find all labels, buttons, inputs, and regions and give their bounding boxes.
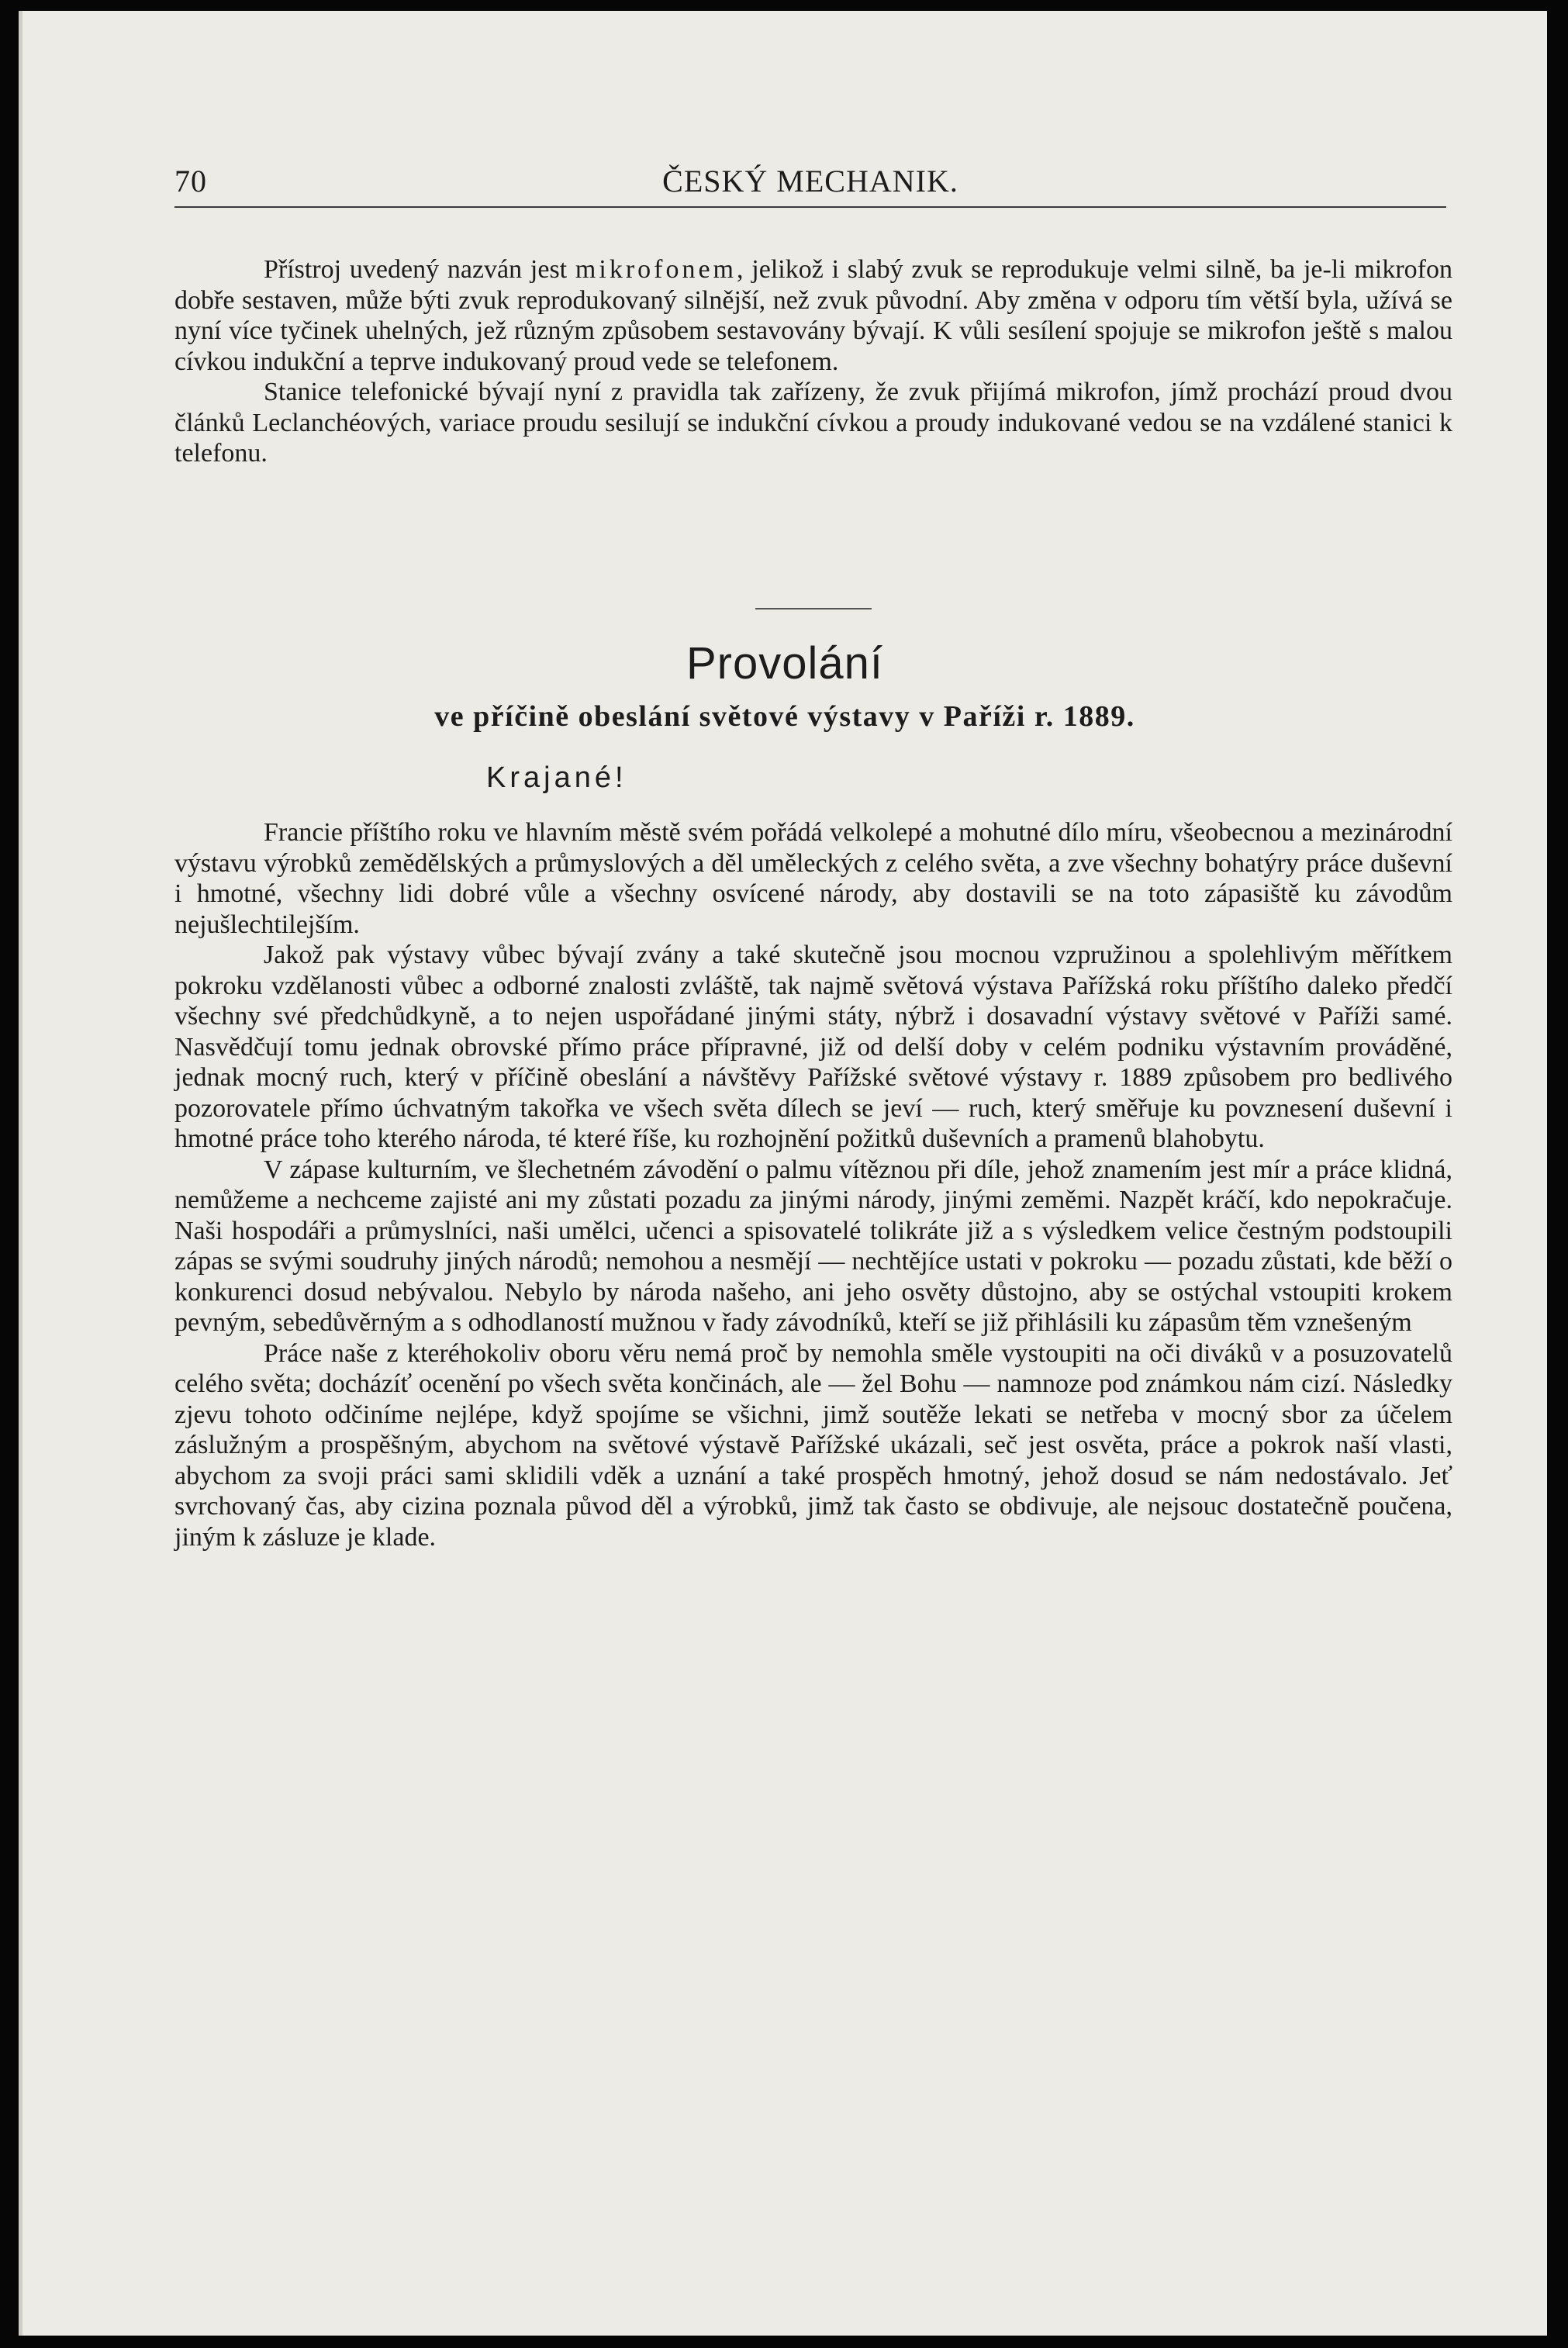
page-header [174,163,1446,206]
proclamation-title: Provolání [686,638,884,689]
proclamation-subtitle: ve příčině obeslání světové výstavy v Paříži r. 1889. [434,700,1135,733]
header-rule [174,206,1446,208]
page-number: 70 [174,164,207,199]
proclamation-paragraph: Jakož pak výstavy vůbec bývají zvány a také skutečně jsou mocnou vzpružinou a spolehlivým měřítkem pokroku vzdělanosti vůbec a odborné znalosti zvláště, tak najmě světová výstava Pařížská roku příštího daleko předčí všechny své předchůdkyně, a to nejen uspořádané jinými státy, nýbrž i dosavadní výstavy světové v Paříži samé. Nasvědčují tomu jednak obrovské přímo práce přípravné, již od delší doby v celém podniku výstavním prováděné, jednak mocný ruch, který v příčině obeslání a návštěvy Pařížské světové výstavy r. 1889 způsobem pro bedlivého pozorovatele přímo úchvatným takořka ve všech světa dílech se jeví — ruch, který směřuje ku povznesení duševní i hmotné práce toho kterého národa, té které říše, ku rozhojnění požitků duševních a pramenů blahobytu. [174,941,1452,1153]
microphone-intro-after: , jelikož i slabý zvuk se reprodukuje velmi silně, ba je-li mikrofon dobře sestaven, může býti zvuk reprodukovaný silnější, než zvuk původní. Aby změna v odporu tím větší byla, užívá se nyní více tyčinek uhelných, jež různým způsobem sestavovány bývají. K vůli sesílení spojuje se mikrofon ještě s malou cívkou indukční a teprve indukovaný proud vede se telefonem. [174,255,1453,376]
proclamation-greeting: Krajané! [486,761,627,794]
proclamation-paragraph: Francie příštího roku ve hlavním městě svém pořádá velkolepé a mohutné dílo míru, všeobecnou a mezinárodní výstavu výrobků zemědělských a průmyslových a děl uměleckých z celého světa, a zve všechny bohatýry práce duševní i hmotné, všechny lidi dobré vůle a všechny osvícené národy, aby dostavili se na toto zápasiště ku závodům nejušlechtilejším. [174,818,1452,939]
microphone-paragraph [174,254,1452,377]
section-divider [755,608,872,609]
microphone-intro-before: Přístroj uvedený nazván jest [264,255,568,284]
microphone-term: mikrofonem [575,255,737,284]
telephone-stations-paragraph: Stanice telefonické bývají nyní z pravidla tak zařízeny, že zvuk přijímá mikrofon, jímž prochází proud dvou článků Leclanchéových, variace proudu sesilují se indukční cívkou a proudy indukované vedou se na vzdálené stanici k telefonu. [174,378,1452,468]
running-title: ČESKÝ MECHANIK. [662,164,958,199]
document-page [19,11,1547,2336]
proclamation-paragraph: V zápase kulturním, ve šlechetném závodění o palmu vítěznou při díle, jehož znamením jest mír a práce klidná, nemůžeme a nechceme zajisté ani my zůstati pozadu za jinými národy, jinými zeměmi. Nazpět kráčí, kdo nepokračuje. Naši hospodáři a průmyslníci, naši umělci, učenci a spisovatelé tolikráte již a s výsledkem velice čestným podstoupili zápas se svými soudruhy jiných národů; nemohou a nesmějí — nechtějíce ustati v pokroku — pozadu zůstati, kde běží o konkurenci dosud nebývalou. Nebylo by národa našeho, ani jeho osvěty důstojno, aby se ostýchal vstoupiti krokem pevným, sebedůvěrným a s odhodlaností mužnou v řady závodníků, kteří se již přihlásili ku zápasům těm vznešeným [174,1155,1452,1337]
microphone-section [174,254,1452,469]
proclamation-body [174,817,1452,1552]
proclamation-paragraph: Práce naše z kteréhokoliv oboru věru nemá proč by nemohla směle vystoupiti na oči diváků v a posuzovatelů celého světa; docházíť ocenění po všech světa končinách, ale — žel Bohu — namnoze pod známkou nám cizí. Následky zjevu tohoto odčiníme nejlépe, když spojíme se všichni, jimž soutěže lekati se netřeba v mocný sbor za účelem záslužným a prospěšným, abychom na světové výstavě Pařížské ukázali, seč jest osvěta, práce a pokrok naší vlasti, abychom za svoji práci sami sklidili vděk a uznání a také prospěch hmotný, jehož dosud se nám nedostávalo. Jeť svrchovaný čas, aby cizina poznala původ děl a výrobků, jimž tak často se obdivuje, ale nejsouc dostatečně poučena, jiným k zásluze je klade. [174,1338,1452,1552]
